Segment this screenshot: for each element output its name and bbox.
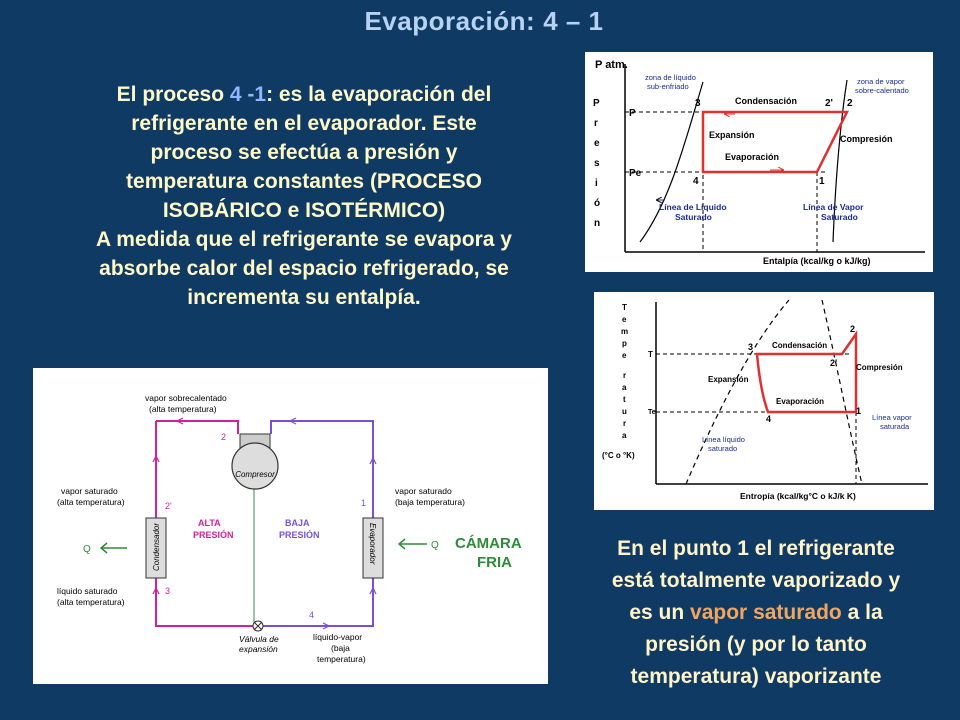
heat-in-label: Q xyxy=(431,540,439,551)
point1-description xyxy=(572,533,940,693)
saturated-liquid-label: Saturado xyxy=(675,212,712,222)
saturated-vapor-low-label: (baja temperatura) xyxy=(395,497,465,507)
svg-text:r: r xyxy=(594,118,598,129)
compression-label: Compresión xyxy=(856,363,903,372)
temp-low-label: Te xyxy=(648,409,656,416)
point-4: 4 xyxy=(693,176,699,187)
text-run: : es la evaporación del xyxy=(266,83,492,106)
paragraph-line: ISOBÁRICO e ISOTÉRMICO) xyxy=(162,199,446,222)
compressor xyxy=(232,443,278,489)
saturated-vapor-label: Línea vapor xyxy=(872,413,912,422)
svg-text:t: t xyxy=(623,395,626,404)
patm-label: P atm. xyxy=(595,59,628,71)
saturated-liquid-label: Línea líquido xyxy=(702,435,745,444)
saturated-liquid-label: saturado xyxy=(708,444,738,453)
svg-text:r: r xyxy=(623,371,627,380)
y-axis-label xyxy=(621,303,628,440)
text-run: es un xyxy=(629,601,691,624)
svg-text:n: n xyxy=(594,218,601,229)
low-pressure-pipe xyxy=(263,421,373,626)
zone-vapor-label: zona de vapor xyxy=(857,77,905,86)
evaporation-label: Evaporación xyxy=(725,152,780,162)
refrigeration-cycle-schematic xyxy=(33,368,548,684)
valve-label: expansión xyxy=(239,644,278,654)
paragraph-line: proceso se efectúa a presión y xyxy=(150,141,458,164)
y-unit-label: (°C o °K) xyxy=(602,451,635,460)
saturated-liquid-high-label: líquido saturado xyxy=(57,586,118,596)
saturated-vapor-label: Saturado xyxy=(821,212,858,222)
zone-liquid-label: zona de líquido xyxy=(645,73,696,82)
paragraph-line: presión (y por lo tanto xyxy=(645,633,867,656)
cold-room-label: CÁMARA xyxy=(455,535,522,552)
point-2: 2 xyxy=(221,432,227,442)
svg-text:e: e xyxy=(622,315,627,324)
point-3: 3 xyxy=(695,98,701,109)
svg-text:T: T xyxy=(622,303,627,312)
text-run: El proceso xyxy=(116,83,230,106)
high-pressure-label: ALTA xyxy=(198,518,221,528)
high-pressure-label: PRESIÓN xyxy=(193,530,234,540)
x-axis-label: Entalpía (kcal/kg o kJ/kg) xyxy=(763,256,871,266)
heat-out-label: Q xyxy=(83,544,91,555)
low-pressure-label: BAJA xyxy=(285,518,310,528)
paragraph-line: absorbe calor del espacio refrigerado, se xyxy=(99,257,509,280)
paragraph-line: temperatura constantes (PROCESO xyxy=(126,170,482,193)
condensation-label: Condensación xyxy=(772,341,828,350)
saturated-vapor-label: saturada xyxy=(880,422,910,431)
condenser-label: Condensador xyxy=(152,522,161,571)
evaporation-label: Evaporación xyxy=(776,397,825,406)
svg-text:p: p xyxy=(622,339,627,348)
condensation-label: Condensación xyxy=(735,96,798,106)
liquid-vapor-label: temperatura) xyxy=(317,654,366,664)
paragraph-line: está totalmente vaporizado y xyxy=(611,569,901,592)
paragraph-line: En el punto 1 el refrigerante xyxy=(617,537,895,560)
valve-label: Válvula de xyxy=(239,634,279,644)
svg-text:e: e xyxy=(622,351,627,360)
liquid-vapor-label: líquido-vapor xyxy=(313,632,363,642)
paragraph-line xyxy=(30,80,578,109)
paragraph-line: temperatura) vaporizante xyxy=(630,665,882,688)
svg-text:u: u xyxy=(622,407,627,416)
pressure-low-label: Pe xyxy=(629,168,642,179)
point-3: 3 xyxy=(748,342,754,352)
paragraph-line: A medida que el refrigerante se evapora y xyxy=(96,228,512,251)
svg-text:m: m xyxy=(621,327,629,336)
temperature-entropy-diagram xyxy=(594,292,934,510)
evaporator-label: Evaporador xyxy=(368,523,377,565)
saturated-liquid-high-label: (alta temperatura) xyxy=(57,597,125,607)
point-1: 1 xyxy=(361,498,367,508)
pressure-enthalpy-diagram xyxy=(585,52,933,272)
point-2prime: 2' xyxy=(830,358,838,368)
expansion-label: Expansión xyxy=(709,130,755,140)
svg-text:e: e xyxy=(594,138,600,149)
expansion-label: Expansión xyxy=(708,375,749,384)
pressure-high-label: P xyxy=(629,108,636,119)
point-2: 2 xyxy=(850,324,856,334)
x-axis-label: Entropía (kcal/kg°C o kJ/k K) xyxy=(740,491,856,501)
compressor-label: Compresor xyxy=(235,470,275,479)
slide-title xyxy=(0,6,960,37)
liquid-vapor-label: (baja xyxy=(331,643,350,653)
superheated-vapor-label: vapor sobrecalentado xyxy=(145,393,227,403)
title-main: Evaporación: xyxy=(364,6,536,36)
paragraph-line: incrementa su entalpía. xyxy=(187,286,421,309)
point-4: 4 xyxy=(309,610,315,620)
saturated-vapor-low-label: vapor saturado xyxy=(395,486,452,496)
point-1: 1 xyxy=(856,406,862,416)
paragraph-line xyxy=(572,597,940,629)
title-sub: 4 – 1 xyxy=(543,6,604,36)
svg-text:r: r xyxy=(623,419,627,428)
saturated-vapor-high-label: (alta temperatura) xyxy=(57,497,125,507)
svg-text:i: i xyxy=(595,178,598,189)
paragraph-line: refrigerante en el evaporador. Este xyxy=(131,112,477,135)
superheated-vapor-label: (alta temperatura) xyxy=(149,404,217,414)
point-3: 3 xyxy=(165,586,171,596)
text-run: a la xyxy=(841,601,883,624)
zone-vapor-label: sobre-calentado xyxy=(855,86,909,95)
saturated-vapor-label: Línea de Vapor xyxy=(803,202,864,212)
compression-label: Compresión xyxy=(840,134,893,144)
point-2prime: 2' xyxy=(165,501,172,511)
temp-high-label: T xyxy=(648,350,653,359)
process-description xyxy=(30,80,578,312)
cold-room-label: FRIA xyxy=(477,554,512,571)
highlight-term: vapor saturado xyxy=(690,601,842,624)
svg-text:P: P xyxy=(593,98,600,109)
saturated-vapor-high-label: vapor saturado xyxy=(61,486,118,496)
svg-text:s: s xyxy=(594,158,600,169)
point-2prime: 2' xyxy=(825,98,833,109)
point-2: 2 xyxy=(847,98,853,109)
saturated-liquid-label: Línea de Líquido xyxy=(659,202,727,212)
process-number: 4 -1 xyxy=(229,83,267,106)
y-axis-label xyxy=(593,98,600,229)
point-1: 1 xyxy=(819,176,825,187)
saturated-liquid-curve xyxy=(686,300,789,484)
svg-text:a: a xyxy=(622,383,627,392)
svg-text:a: a xyxy=(622,431,627,440)
zone-liquid-label: sub-enfriado xyxy=(647,82,689,91)
refrigeration-cycle xyxy=(703,112,847,172)
point-4: 4 xyxy=(766,414,772,424)
svg-text:ó: ó xyxy=(594,198,601,209)
low-pressure-label: PRESIÓN xyxy=(279,530,320,540)
